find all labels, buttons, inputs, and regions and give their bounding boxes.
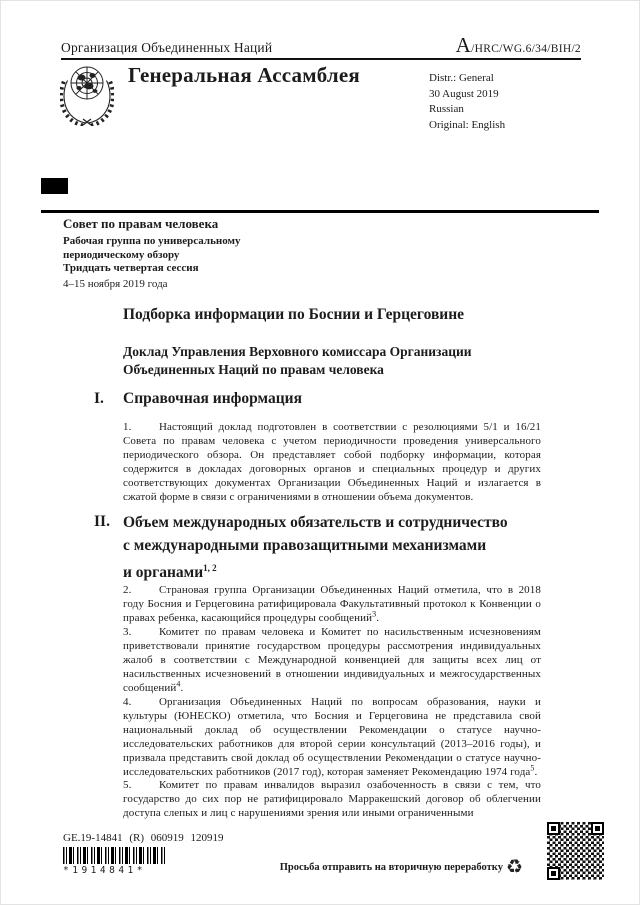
distr-line: Russian (429, 103, 464, 115)
council-title: Совет по правам человека (63, 216, 219, 231)
margin-marker-box (41, 178, 68, 194)
working-group-line: периодическому обзору (63, 248, 180, 261)
un-emblem-icon (60, 62, 114, 126)
paragraph-number: 3. (123, 626, 132, 638)
section-heading-1 (94, 389, 541, 408)
paragraph-2: 2. Страновая группа Организации Объединенных Наций отметила, что в 2018 году Босния и Герцеговина ратифицировала Факультативный протокол к Конвенции о правах ребенка, касающийся процедуры сообщений$^3$. (123, 584, 541, 624)
footnote-marker: 4 (176, 679, 181, 689)
paragraph-3: 3. Комитет по правам человека и Комитет по насильственным исчезновениям приветствовали принятие государством процедуры рассмотрения индивидуальных жалоб в соответствии с Международной конвенцией для защиты всех лиц от насильственных исчезновений в отношении индивидуальных и межгосударственных сообщений$^4$. (123, 626, 541, 694)
recycle-note-text: Просьба отправить на вторичную переработку (279, 861, 503, 873)
footnote-marker: 5 (530, 763, 535, 773)
document-subtitle: Доклад Управления Верховного комиссара Организации Объединенных Наций по правам человека (123, 344, 472, 377)
paragraph-text: Комитет по правам человека и Комитет по насильственным исчезновениям приветствовали принятие государством процедуры рассмотрения индивидуальных жалоб в соответствии с Международной конвенцией для защиты всех лиц от насильственных исчезновений в отношении индивидуальных и межгосударственных сообщений (123, 626, 541, 694)
document-symbol-rest: /HRC/WG.6/34/BIH/2 (471, 43, 581, 55)
paragraph-text: Страновая группа Организации Объединенных Наций отметила, что в 2018 году Босния и Герцеговина ратифицировала Факультативный протокол к Конвенции о правах ребенка, касающийся процедуры сообщений (123, 584, 541, 624)
section-heading-text: Справочная информация (123, 390, 302, 407)
section-heading-line: и органами$^{1, 2}$ (123, 563, 217, 582)
paragraph-text: Настоящий доклад подготовлен в соответствии с резолюциями 5/1 и 16/21 Совета по правам человека с учетом периодичности проведения универсального периодического обзора. Он представляет собой подборку информации, которая содержится в докладах договорных органов и специальных процедур и других соответствующих документах Организации Объединенных Наций и излагается в сжатой форме в связи с ограничениями в отношении объема документов. (123, 421, 541, 503)
paragraph-number: 1. (123, 421, 132, 433)
working-group-line: Рабочая группа по универсальному (63, 235, 241, 247)
footnote-marker: 3 (372, 609, 377, 619)
paragraph-4: 4. Организация Объединенных Наций по вопросам образования, науки и культуры (ЮНЕСКО) отметила, что Босния и Герцеговина не представила свой национальный доклад об осуществлении Рекомендации о статусе научно-исследовательских работников для второй серии консультаций (2013–2016 годы), и призвала представить свой доклад об осуществлении Рекомендации о статусе научно-исследовательских работников (2017 год), которая заменяет Рекомендацию 1974 года$^5$. (123, 696, 541, 778)
barcode (63, 847, 165, 864)
qr-finder-pattern (547, 867, 560, 880)
distr-line: 30 August 2019 (429, 87, 499, 100)
footnote-marker: 1, 2 (203, 563, 217, 573)
paragraph-number: 2. (123, 584, 132, 596)
section-numeral: I. (94, 390, 104, 407)
distribution-block (429, 71, 505, 133)
section-heading-line: с международными правозащитными механизмами (123, 536, 487, 554)
masthead (61, 35, 581, 56)
qr-code-icon (547, 822, 604, 880)
barcode-text: *1914841* (63, 865, 146, 876)
paragraph-text: Организация Объединенных Наций по вопросам образования, науки и культуры (ЮНЕСКО) отметила, что Босния и Герцеговина не представила свой национальный доклад об осуществлении Рекомендации о статусе научно-исследовательских работников для второй серии консультаций (2013–2016 годы), и призвала представить свой доклад об осуществлении Рекомендации о статусе научно-исследовательских работников (2017 год), которая заменяет Рекомендацию 1974 года (123, 696, 541, 778)
recycle-icon: ♻ (505, 855, 523, 878)
paragraph-1 (123, 420, 541, 504)
session-dates: 4–15 ноября 2019 года (63, 277, 168, 290)
assembly-title: Генеральная Ассамблея (128, 63, 360, 87)
masthead-rule (61, 58, 581, 60)
paragraph-5 (123, 778, 541, 820)
recycle-note-line (241, 855, 523, 879)
header-rule (41, 210, 599, 213)
section-numeral: II. (94, 513, 110, 530)
document-title: Подборка информации по Боснии и Герцеговине (123, 306, 465, 323)
session-number: Тридцать четвертая сессия (63, 262, 199, 274)
document-symbol-prefix: A (455, 33, 472, 57)
distr-line: Distr.: General (429, 72, 494, 84)
org-name: Организация Объединенных Наций (61, 40, 273, 55)
paragraph-number: 5. (123, 779, 132, 791)
section-heading-line: Объем международных обязательств и сотрудничество (123, 514, 508, 531)
ge-document-number: GE.19-14841 (R) 060919 120919 (63, 832, 224, 844)
paragraph-text: Комитет по правам инвалидов выразил озабоченность в связи с тем, что государство до сих пор не ратифицировало Марракешский договор об облегчении доступа слепых и лиц с нарушениями зрения или иными ограниченными (123, 779, 541, 819)
paragraph-number: 4. (123, 696, 132, 708)
session-block (63, 216, 241, 291)
distr-line: Original: English (429, 118, 506, 131)
section-heading-2 (94, 512, 541, 585)
document-symbol (456, 35, 581, 56)
qr-finder-pattern (591, 822, 604, 835)
qr-finder-pattern (547, 822, 560, 835)
